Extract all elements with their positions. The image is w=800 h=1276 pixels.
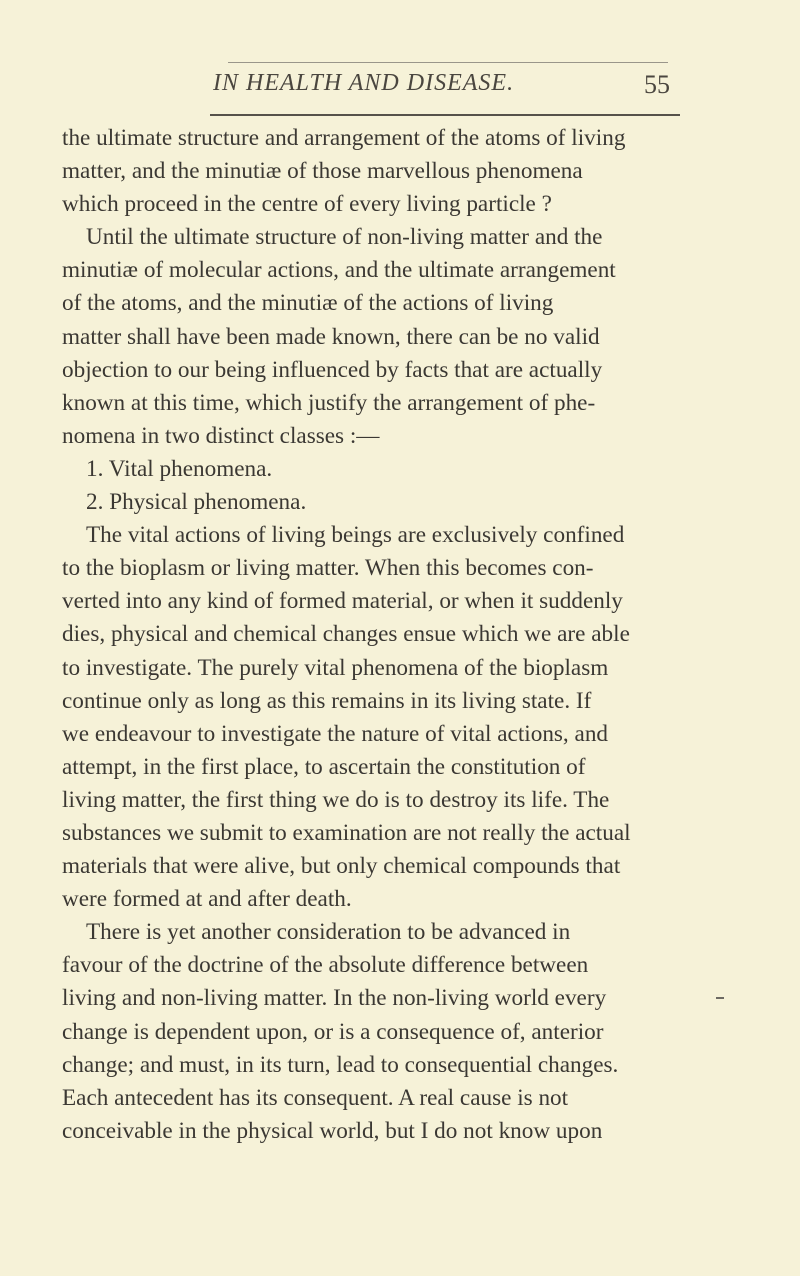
paragraph-start-line: The vital actions of living beings are exclusively confined bbox=[86, 522, 625, 549]
text-line: minutiæ of molecular actions, and the ultimate arrangement bbox=[62, 257, 616, 284]
paragraph-start-line: Until the ultimate structure of non-living matter and the bbox=[86, 224, 603, 251]
text-line: verted into any kind of formed material, or when it suddenly bbox=[62, 588, 623, 615]
text-line: dies, physical and chemical changes ensue which we are able bbox=[62, 621, 630, 648]
text-line: continue only as long as this remains in its living state. If bbox=[62, 687, 592, 714]
text-line: known at this time, which justify the arrangement of phe- bbox=[62, 389, 596, 416]
text-line: the ultimate structure and arrangement of the atoms of living bbox=[62, 125, 626, 151]
page-header bbox=[0, 68, 800, 108]
text-line: which proceed in the centre of every living particle ? bbox=[62, 191, 552, 218]
margin-mark bbox=[716, 997, 724, 999]
page-number: 55 bbox=[644, 70, 670, 99]
text-line: living and non-living matter. In the non-living world every bbox=[62, 985, 607, 1012]
text-line: were formed at and after death. bbox=[62, 886, 352, 913]
text-line: living matter, the first thing we do is to destroy its life. The bbox=[62, 786, 610, 813]
running-head: IN HEALTH AND DISEASE. bbox=[213, 70, 515, 96]
list-item-vital: 1. Vital phenomena. bbox=[86, 455, 273, 482]
text-line: of the atoms, and the minutiæ of the actions of living bbox=[62, 290, 554, 317]
text-line: materials that were alive, but only chemical compounds that bbox=[62, 853, 621, 880]
header-rule bbox=[210, 114, 680, 116]
list-item-physical: 2. Physical phenomena. bbox=[86, 489, 307, 516]
text-line: matter, and the minutiæ of those marvellous phenomena bbox=[62, 158, 583, 185]
text-line: conceivable in the physical world, but I do not know upon bbox=[62, 1117, 603, 1144]
text-line: nomena in two distinct classes :— bbox=[62, 422, 380, 449]
text-line: change; and must, in its turn, lead to consequential changes. bbox=[62, 1051, 619, 1078]
text-line: Each antecedent has its consequent. A real cause is not bbox=[62, 1084, 569, 1111]
text-line: matter shall have been made known, there can be no valid bbox=[62, 323, 600, 350]
text-line: objection to our being influenced by facts that are actually bbox=[62, 356, 603, 383]
text-line: favour of the doctrine of the absolute difference between bbox=[62, 952, 589, 979]
text-line: to the bioplasm or living matter. When this becomes con- bbox=[62, 555, 594, 582]
text-line: attempt, in the first place, to ascertain the constitution of bbox=[62, 753, 586, 780]
paragraph-start-line: There is yet another consideration to be advanced in bbox=[86, 919, 571, 946]
body-text bbox=[62, 122, 682, 1148]
top-rule bbox=[228, 62, 668, 63]
text-line: we endeavour to investigate the nature of vital actions, and bbox=[62, 720, 609, 747]
text-line: to investigate. The purely vital phenomena of the bioplasm bbox=[62, 654, 609, 681]
text-line: change is dependent upon, or is a consequence of, anterior bbox=[62, 1018, 604, 1045]
text-line: substances we submit to examination are not really the actual bbox=[62, 819, 631, 846]
